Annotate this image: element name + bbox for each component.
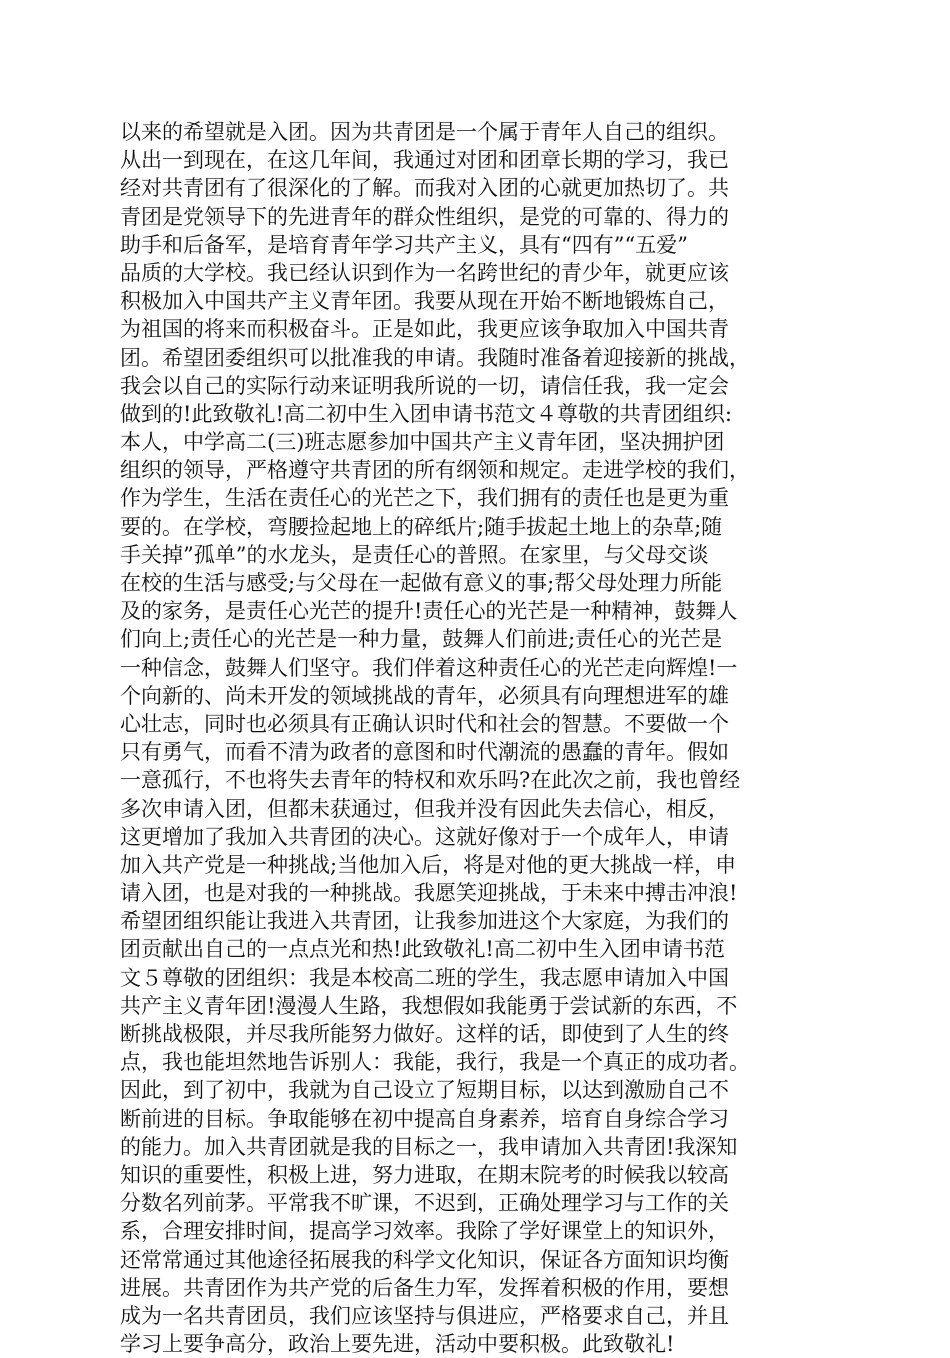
text-line: 系，合理安排时间，提高学习效率。我除了学好课堂上的知识外， [120,1219,729,1244]
text-line: 因此，到了初中，我就为自己设立了短期目标，以达到激励自己不 [120,1078,729,1103]
text-line: 组织的领导，严格遵守共青团的所有纲领和规定。走进学校的我们， [120,458,750,483]
text-line: 为祖国的将来而积极奋斗。正是如此，我更应该争取加入中国共青 [120,317,729,342]
text-line: 及的家务，是责任心光芒的提升!责任心的光芒是一种精神，鼓舞人 [120,599,738,624]
text-line: 我会以自己的实际行动来证明我所说的一切，请信任我，我一定会 [120,373,729,398]
text-line: 学习上要争高分，政治上要先进，活动中要积极。此致敬礼! [120,1332,675,1357]
text-line: 个向新的、尚未开发的领域挑战的青年，必须具有向理想进军的雄 [120,683,729,708]
text-line: 多次申请入团，但都未获通过，但我并没有因此失去信心，相反， [120,796,729,821]
text-line: 团。希望团委组织可以批准我的申请。我随时准备着迎接新的挑战， [120,345,750,370]
text-line: 断挑战极限，并尽我所能努力做好。这样的话，即使到了人生的终 [120,1022,729,1046]
text-line: 以来的希望就是入团。因为共青团是一个属于青年人自己的组织。 [120,120,729,144]
text-line: 断前进的目标。争取能够在初中提高自身素养，培育自身综合学习 [120,1106,729,1131]
text-line: 助手和后备军，是培育青年学习共产主义，具有“四有”“五爱” [120,232,688,257]
text-line: 进展。共青团作为共产党的后备生力军，发挥着积极的作用，要想 [120,1275,729,1300]
text-line: 分数名列前茅。平常我不旷课，不迟到，正确处理学习与工作的关 [120,1191,729,1216]
text-line: 从出一到现在，在这几年间，我通过对团和团章长期的学习，我已 [120,148,729,173]
text-line: 品质的大学校。我已经认识到作为一名跨世纪的青少年，就更应该 [120,260,729,285]
text-line: 心壮志，同时也必须具有正确认识时代和社会的智慧。不要做一个 [120,711,729,736]
text-line: 要的。在学校，弯腰捡起地上的碎纸片;随手拔起土地上的杂草;随 [120,514,723,539]
text-line: 团贡献出自己的一点点光和热!此致敬礼!高二初中生入团申请书范 [120,937,725,962]
text-line: 经对共青团有了很深化的了解。而我对入团的心就更加热切了。共 [120,176,729,201]
text-line: 手关掉”孤单”的水龙头，是责任心的普照。在家里，与父母交谈 [120,542,709,567]
body-text [120,118,836,1358]
text-line: 这更增加了我加入共青团的决心。这就好像对于一个成年人，申请 [120,824,729,849]
text-line: 们向上;责任心的光芒是一种力量，鼓舞人们前进;责任心的光芒是 [120,627,723,652]
text-line: 一种信念，鼓舞人们坚守。我们伴着这种责任心的光芒走向辉煌!一 [120,655,738,680]
text-line: 共产主义青年团!漫漫人生路，我想假如我能勇于尝试新的东西，不 [120,993,738,1018]
text-line: 点，我也能坦然地告诉别人：我能，我行，我是一个真正的成功者。 [120,1050,750,1075]
text-line: 本人，中学高二(三)班志愿参加中国共产主义青年团，坚决拥护团 [120,430,725,455]
text-line: 积极加入中国共产主义青年团。我要从现在开始不断地锻炼自己， [120,289,729,314]
text-line: 作为学生，生活在责任心的光芒之下，我们拥有的责任也是更为重 [120,486,729,511]
text-line: 成为一名共青团员，我们应该坚持与俱进应，严格要求自己，并且 [120,1303,729,1328]
text-line: 青团是党领导下的先进青年的群众性组织，是党的可靠的、得力的 [120,204,729,229]
text-line: 希望团组织能让我进入共青团，让我参加进这个大家庭，为我们的 [120,909,729,934]
text-line: 请入团，也是对我的一种挑战。我愿笑迎挑战，于未来中搏击冲浪! [120,881,738,906]
text-line: 还常常通过其他途径拓展我的科学文化知识，保证各方面知识均衡 [120,1247,729,1272]
text-line: 在校的生活与感受;与父母在一起做有意义的事;帮父母处理力所能 [120,571,723,595]
text-line: 文５尊敬的团组织：我是本校高二班的学生，我志愿申请加入中国 [120,965,729,990]
text-line: 知识的重要性，积极上进，努力进取，在期末院考的时候我以较高 [120,1162,729,1187]
text-line: 加入共产党是一种挑战;当他加入后，将是对他的更大挑战一样，申 [120,852,737,877]
text-line: 一意孤行，不也将失去青年的特权和欢乐吗?在此次之前，我也曾经 [120,768,741,793]
text-line: 只有勇气，而看不清为政者的意图和时代潮流的愚蠢的青年。假如 [120,740,729,765]
text-line: 做到的!此致敬礼!高二初中生入团申请书范文４尊敬的共青团组织: [120,401,732,426]
text-line: 的能力。加入共青团就是我的目标之一，我申请加入共青团!我深知 [120,1134,738,1159]
